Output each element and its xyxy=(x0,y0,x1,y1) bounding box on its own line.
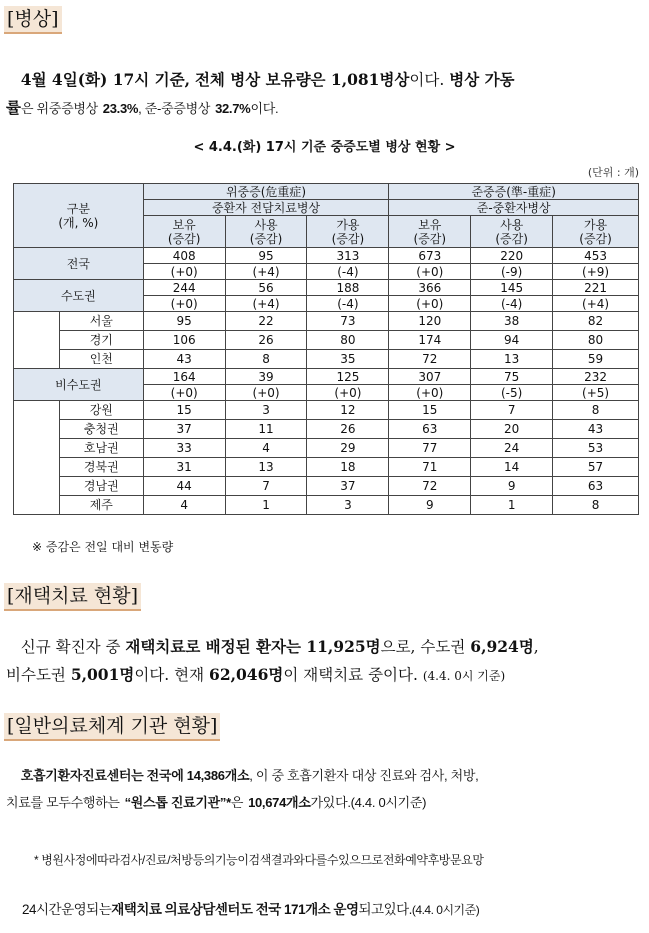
col-header: 가용 (증감) xyxy=(553,216,639,248)
cell: (+0) xyxy=(389,264,471,280)
table-row xyxy=(14,248,639,264)
home-treatment-paragraph xyxy=(6,633,646,690)
cell: 221 xyxy=(553,280,639,296)
cell: 72 xyxy=(389,350,471,369)
cell: 9 xyxy=(389,496,471,515)
row-label: 인천 xyxy=(59,350,143,369)
cell: 22 xyxy=(225,312,307,331)
text-fragment: 24시간운영되는 xyxy=(22,902,112,917)
timestamp-text: (4.4. 0시기준) xyxy=(411,903,480,917)
row-label: 제주 xyxy=(59,496,143,515)
table-row xyxy=(14,280,639,296)
text-fragment: 은 위중증병상 xyxy=(20,101,98,116)
cell: (+0) xyxy=(143,385,225,401)
cell: (+4) xyxy=(553,296,639,312)
cell: 220 xyxy=(471,248,553,264)
text-fragment: , 이 중 호흡기환자 대상 진료와 검사, 처방, xyxy=(249,768,479,783)
text-fragment: 되고있다. xyxy=(358,902,412,917)
cell: 26 xyxy=(225,331,307,350)
col-header: 가용 (증감) xyxy=(307,216,389,248)
group-critical-subheader: 중환자 전담치료병상 xyxy=(143,200,389,216)
row-label: 경남권 xyxy=(59,477,143,496)
cell: 43 xyxy=(553,420,639,439)
cell: 120 xyxy=(389,312,471,331)
table-unit: (단위 : 개) xyxy=(587,166,639,179)
bed-status-table xyxy=(13,183,639,515)
cell: 7 xyxy=(225,477,307,496)
cell: 44 xyxy=(143,477,225,496)
cell: 14 xyxy=(471,458,553,477)
cell: 8 xyxy=(553,401,639,420)
cell: 26 xyxy=(307,420,389,439)
cell: 366 xyxy=(389,280,471,296)
table-row xyxy=(14,439,639,458)
semicritical-rate: 32.7% xyxy=(215,101,251,116)
table-row xyxy=(14,477,639,496)
beds-rate-label: 병상 가동 xyxy=(449,70,515,89)
table-row xyxy=(14,401,639,420)
cell: (-4) xyxy=(471,296,553,312)
indent-cell xyxy=(14,312,60,369)
cell: 24 xyxy=(471,439,553,458)
cell: 63 xyxy=(553,477,639,496)
text-fragment: 으로, 수도권 xyxy=(380,638,466,656)
capital-count: 6,924명 xyxy=(470,637,534,656)
cell: 1 xyxy=(225,496,307,515)
cell: 18 xyxy=(307,458,389,477)
text-fragment: 이다. xyxy=(409,71,445,89)
cell: 37 xyxy=(143,420,225,439)
cell: (-4) xyxy=(307,296,389,312)
cell: 13 xyxy=(225,458,307,477)
cell: 31 xyxy=(143,458,225,477)
noncapital-count: 5,001명 xyxy=(70,665,135,684)
cell: 244 xyxy=(143,280,225,296)
cell: (-5) xyxy=(471,385,553,401)
onestop-label: “원스톱 진료기관”* xyxy=(124,795,231,810)
row-label: 서울 xyxy=(59,312,143,331)
cell: (+0) xyxy=(307,385,389,401)
cell: 20 xyxy=(471,420,553,439)
cell: 174 xyxy=(389,331,471,350)
onestop-note: * 병원사정에따라검사/진료/처방등의기능이검색결과와다를수있으므로전화예약후방문요망 xyxy=(34,853,484,867)
home-new-patients: 재택치료로 배정된 환자는 11,925명 xyxy=(125,637,381,656)
current-home-count: 62,046명 xyxy=(209,665,284,684)
critical-rate: 23.3% xyxy=(102,101,139,116)
text-fragment: 신규 확진자 중 xyxy=(20,638,121,656)
cell: 3 xyxy=(225,401,307,420)
cell: 82 xyxy=(553,312,639,331)
onestop-count: 10,674개소 xyxy=(248,795,311,810)
cell: 59 xyxy=(553,350,639,369)
row-label: 경북권 xyxy=(59,458,143,477)
text-fragment: 이 재택치료 중이다. xyxy=(283,666,418,684)
cell: 1 xyxy=(471,496,553,515)
cell: 95 xyxy=(225,248,307,264)
row-label: 전국 xyxy=(14,248,144,280)
row-label: 경기 xyxy=(59,331,143,350)
cell: 53 xyxy=(553,439,639,458)
general-medical-paragraph xyxy=(6,762,646,816)
col-header: 보유 (증감) xyxy=(389,216,471,248)
text-fragment: 률 xyxy=(6,98,21,117)
text-fragment: 가있다. xyxy=(310,795,351,810)
table-row xyxy=(14,331,639,350)
cell: 673 xyxy=(389,248,471,264)
table-footnote: ※ 증감은 전일 대비 변동량 xyxy=(32,540,174,554)
col-header: 보유 (증감) xyxy=(143,216,225,248)
respiratory-center-count: 호흡기환자진료센터는 전국에 14,386개소 xyxy=(20,768,250,783)
cell: 12 xyxy=(307,401,389,420)
cell: 4 xyxy=(143,496,225,515)
beds-summary-paragraph xyxy=(6,66,646,122)
cell: 9 xyxy=(471,477,553,496)
cell: 95 xyxy=(143,312,225,331)
cell: 56 xyxy=(225,280,307,296)
corner-label: 구분 xyxy=(66,201,90,216)
corner-header xyxy=(14,184,144,248)
cell: (+0) xyxy=(389,385,471,401)
cell: 77 xyxy=(389,439,471,458)
cell: 3 xyxy=(307,496,389,515)
table-row xyxy=(14,350,639,369)
cell: (+0) xyxy=(143,296,225,312)
text-fragment: , xyxy=(533,638,539,656)
cell: (+4) xyxy=(225,264,307,280)
cell: 106 xyxy=(143,331,225,350)
row-label: 수도권 xyxy=(14,280,144,312)
group-semicritical-subheader: 준-중환자병상 xyxy=(389,200,639,216)
cell: 408 xyxy=(143,248,225,264)
cell: 164 xyxy=(143,369,225,385)
cell: 39 xyxy=(225,369,307,385)
group-semicritical-header: 준중증(準-重症) xyxy=(389,184,639,200)
cell: 13 xyxy=(471,350,553,369)
col-header: 사용 (증감) xyxy=(225,216,307,248)
cell: 63 xyxy=(389,420,471,439)
cell: 8 xyxy=(553,496,639,515)
text-fragment: 이다. 현재 xyxy=(134,666,205,684)
cell: 125 xyxy=(307,369,389,385)
text-fragment: 이다. xyxy=(250,101,279,116)
row-label: 충청권 xyxy=(59,420,143,439)
text-fragment: 비수도권 xyxy=(6,666,66,684)
cell: 37 xyxy=(307,477,389,496)
cell: 33 xyxy=(143,439,225,458)
consult-center-paragraph xyxy=(22,898,479,918)
table-row xyxy=(14,420,639,439)
cell: 4 xyxy=(225,439,307,458)
cell: 35 xyxy=(307,350,389,369)
table-row xyxy=(14,496,639,515)
timestamp-text: (4.4. 0시기준) xyxy=(350,795,427,810)
cell: 15 xyxy=(389,401,471,420)
corner-unit: (개, %) xyxy=(58,215,99,230)
cell: 11 xyxy=(225,420,307,439)
group-critical-header: 위중증(危重症) xyxy=(143,184,389,200)
cell: 15 xyxy=(143,401,225,420)
text-fragment: 은 xyxy=(230,795,244,810)
section-heading-general-medical: [일반의료체계 기관 현황] xyxy=(4,713,220,741)
row-label: 호남권 xyxy=(59,439,143,458)
consult-center-count: 재택치료 의료상담센터도 전국 171개소 운영 xyxy=(111,902,359,917)
cell: 307 xyxy=(389,369,471,385)
cell: 7 xyxy=(471,401,553,420)
timestamp-text: (4.4. 0시 기준) xyxy=(422,669,506,683)
row-label: 강원 xyxy=(59,401,143,420)
cell: 57 xyxy=(553,458,639,477)
cell: 29 xyxy=(307,439,389,458)
beds-total-text: 전체 병상 보유량은 1,081병상 xyxy=(194,70,410,89)
cell: (+4) xyxy=(225,296,307,312)
cell: 80 xyxy=(307,331,389,350)
cell: 72 xyxy=(389,477,471,496)
cell: 453 xyxy=(553,248,639,264)
cell: 43 xyxy=(143,350,225,369)
cell: (+5) xyxy=(553,385,639,401)
row-label: 비수도권 xyxy=(14,369,144,401)
cell: 313 xyxy=(307,248,389,264)
cell: 71 xyxy=(389,458,471,477)
cell: 80 xyxy=(553,331,639,350)
col-header: 사용 (증감) xyxy=(471,216,553,248)
cell: (+9) xyxy=(553,264,639,280)
cell: 75 xyxy=(471,369,553,385)
cell: (-4) xyxy=(307,264,389,280)
cell: 73 xyxy=(307,312,389,331)
table-row xyxy=(14,458,639,477)
cell: 145 xyxy=(471,280,553,296)
beds-date-text: 4월 4일(화) 17시 기준, xyxy=(20,70,191,89)
section-heading-home-treatment: [재택치료 현황] xyxy=(4,583,141,611)
table-caption: < 4.4.(화) 17시 기준 중증도별 병상 현황 > xyxy=(193,140,456,155)
cell: (-9) xyxy=(471,264,553,280)
indent-cell xyxy=(14,401,60,515)
text-fragment: , 준-중증병상 xyxy=(138,101,211,116)
cell: 94 xyxy=(471,331,553,350)
cell: (+0) xyxy=(143,264,225,280)
cell: 8 xyxy=(225,350,307,369)
table-row xyxy=(14,312,639,331)
cell: 38 xyxy=(471,312,553,331)
cell: (+0) xyxy=(225,385,307,401)
cell: 232 xyxy=(553,369,639,385)
cell: 188 xyxy=(307,280,389,296)
table-row xyxy=(14,369,639,385)
section-heading-beds: [병상] xyxy=(4,6,62,34)
text-fragment: 치료를 모두수행하는 xyxy=(6,795,120,810)
cell: (+0) xyxy=(389,296,471,312)
